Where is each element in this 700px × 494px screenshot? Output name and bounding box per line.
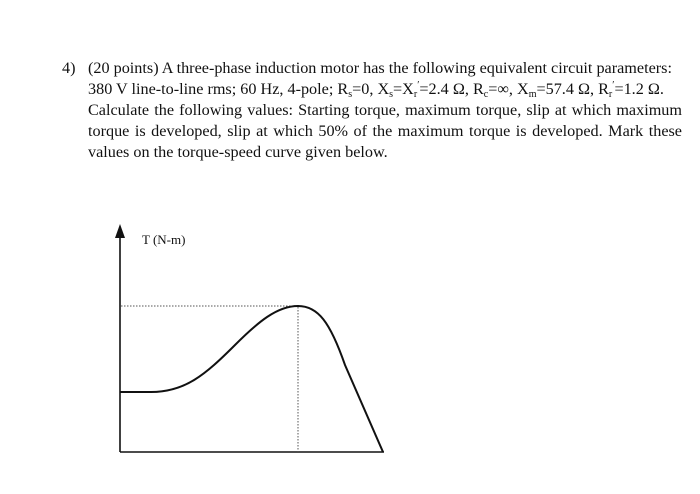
y-axis-arrow — [115, 224, 125, 238]
param-xs-xr: =2.4 Ω, — [419, 80, 469, 98]
torque-curve — [120, 306, 383, 452]
param-rs: =0, — [352, 80, 374, 98]
param-frequency: 60 Hz, — [240, 80, 284, 98]
param-voltage: 380 V line-to-line rms; — [88, 80, 237, 98]
problem-number: 4) — [62, 59, 76, 77]
problem-task: Calculate the following values: Starting torque, maximum torque, slip at which maximum torque is developed, slip at which 50% of the maximum torque is developed. Mark these values on the torque-speed curve given below. — [88, 101, 682, 161]
problem-intro: A three-phase induction motor has the following equivalent circuit parameters: — [161, 59, 672, 77]
problem-parameters: 380 V line-to-line rms; 60 Hz, 4-pole; $R_s=0$, $X_s=X_r'=2.4$ Ω, $R_c=\infty$, $X_m=57.4$ Ω, $R_r'=1.2$ Ω. — [88, 80, 664, 100]
param-rr: =1.2 Ω. — [614, 80, 664, 98]
y-axis-label: T (N-m) — [142, 232, 186, 247]
param-rc: =∞, — [488, 80, 513, 98]
param-poles: 4-pole; — [287, 80, 334, 98]
problem-points: (20 points) — [88, 59, 159, 77]
param-xm: =57.4 Ω, — [536, 80, 595, 98]
